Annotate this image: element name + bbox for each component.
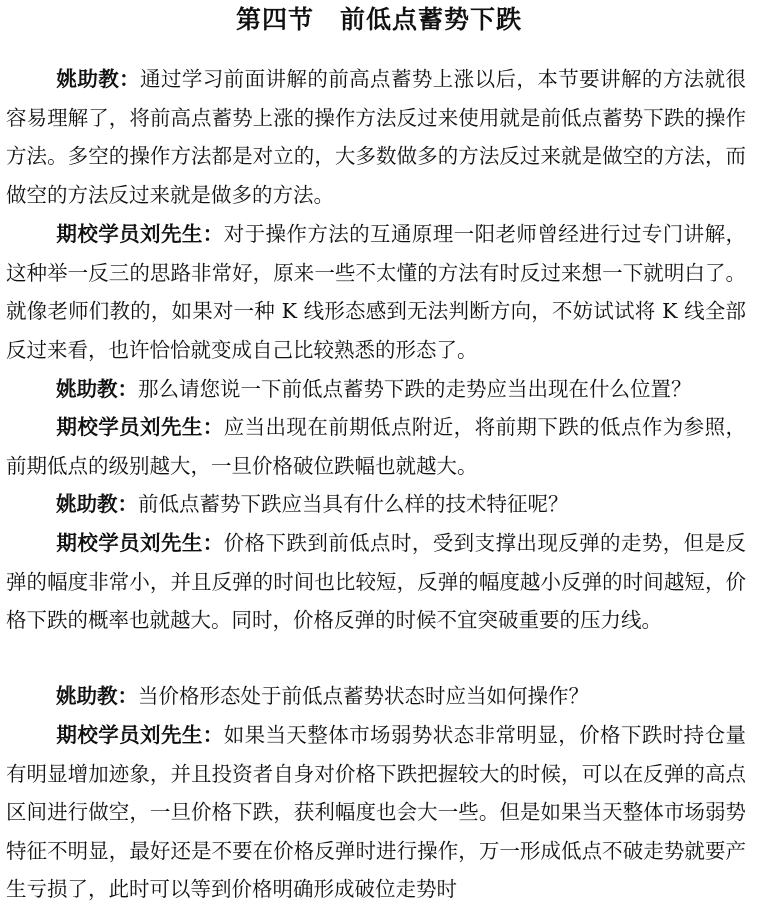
paragraph-text: 当价格形态处于前低点蓄势状态时应当如何操作？ — [138, 684, 589, 708]
section-title: 第四节 前低点蓄势下跌 — [235, 5, 522, 34]
paragraph-8 — [6, 716, 746, 909]
paragraph-text: 价格下跌到前低点时，受到支撑出现反弹的走势，但是反弹的幅度非常小，并且反弹的时间也比较短，反弹的幅度越小反弹的时间越短，价格下跌的概率也就越大。同时，价格反弹的时候不宜突破重要的压力线。 — [6, 531, 747, 632]
paragraph-text: 那么请您说一下前低点蓄势下跌的走势应当出现在什么位置？ — [138, 377, 692, 401]
paragraph-text: 通过学习前面讲解的前高点蓄势上涨以后，本节要讲解的方法就很容易理解了，将前高点蓄势上涨的操作方法反过来使用就是前低点蓄势下跌的操作方法。多空的操作方法都是对立的，大多数做多的方法反过来就是做空的方法，而做空的方法反过来就是做多的方法。 — [6, 67, 746, 207]
paragraph-5 — [6, 485, 746, 524]
speaker-label: 姚助教： — [56, 684, 138, 708]
paragraph-4 — [6, 408, 746, 485]
speaker-label: 期校学员刘先生： — [56, 415, 224, 439]
speaker-label: 期校学员刘先生： — [56, 531, 224, 555]
paragraph-text: 前低点蓄势下跌应当具有什么样的技术特征呢？ — [138, 492, 569, 516]
paragraph-text: 应当出现在前期低点附近，将前期下跌的低点作为参照，前期低点的级别越大，一旦价格破位跌幅也就越大。 — [6, 415, 747, 478]
speaker-label: 姚助教： — [56, 377, 138, 401]
paragraph-text: 如果当天整体市场弱势状态非常明显，价格下跌时持仓量有明显增加迹象，并且投资者自身对价格下跌把握较大的时候，可以在反弹的高点区间进行做空，一旦价格下跌，获利幅度也会大一些。但是如果当天整体市场弱势特征不明显，最好还是不要在价格反弹时进行操作，万一形成低点不破走势就要产生亏损了，此时可以等到价格明确形成破位走势时 — [6, 723, 747, 901]
speaker-label: 姚助教： — [56, 67, 141, 91]
paragraph-2 — [6, 215, 746, 369]
paragraph-1 — [6, 60, 746, 214]
paragraph-text: 对于操作方法的互通原理一阳老师曾经进行过专门讲解，这种举一反三的思路非常好，原来一些不太懂的方法有时反过来想一下就明白了。就像老师们教的，如果对一种 K 线形态感到无法判断方向，不妨试试将 K 线全部反过来看，也许恰恰就变成自己比较熟悉的形态了。 — [6, 222, 747, 362]
paragraph-3 — [6, 370, 746, 409]
paragraph-6 — [6, 524, 746, 640]
speaker-label: 姚助教： — [56, 492, 138, 516]
speaker-label: 期校学员刘先生： — [56, 723, 224, 747]
speaker-label: 期校学员刘先生： — [56, 222, 224, 246]
paragraph-7 — [6, 677, 746, 716]
